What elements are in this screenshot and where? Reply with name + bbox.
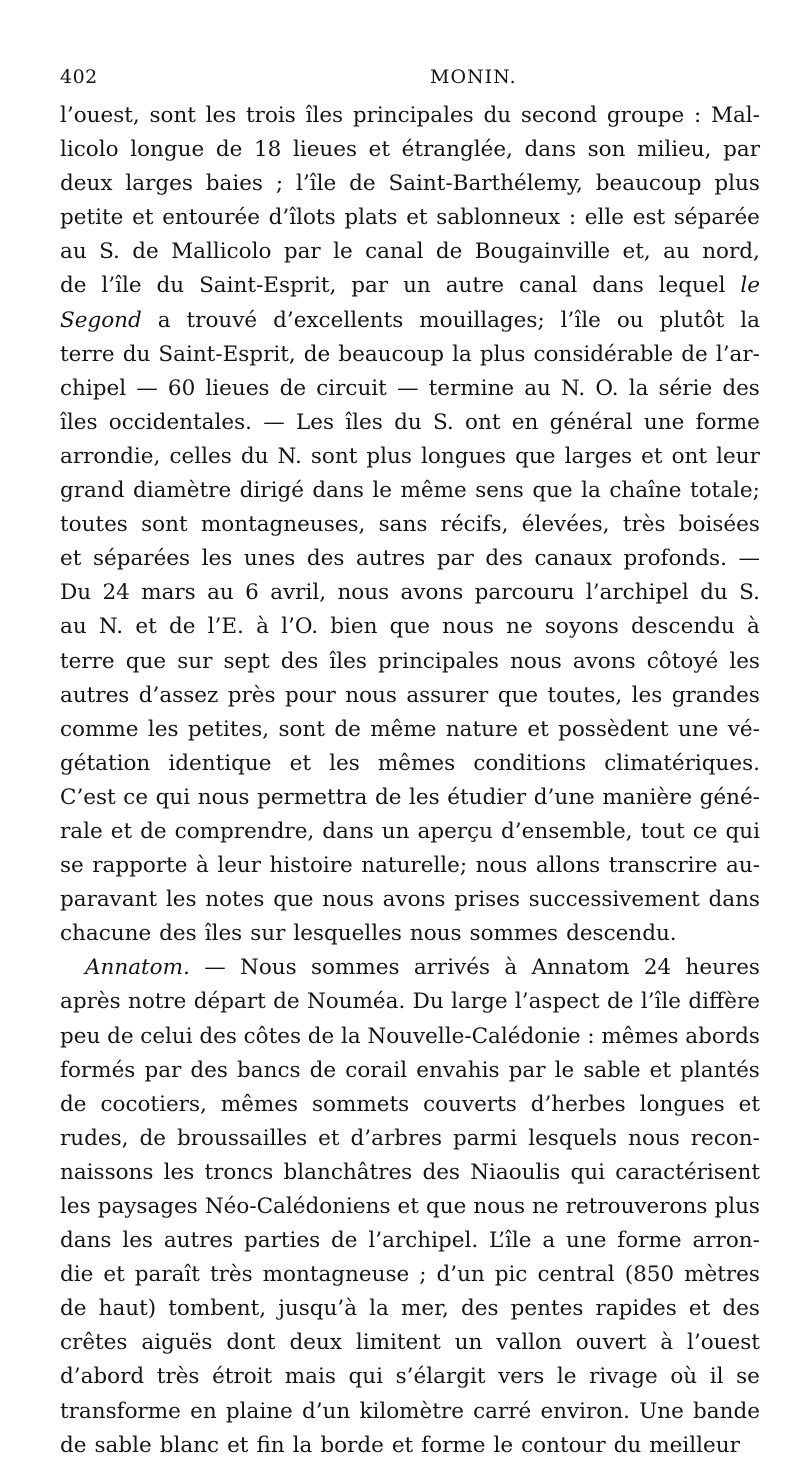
text-line: autres d’assez près pour nous assurer que toutes, les grandes — [60, 682, 760, 708]
text-line: au N. et de l’E. à l’O. bien que nous ne soyons descendu à — [60, 614, 760, 640]
text-line: dans les autres parties de l’archipel. L’île a une forme arron- — [60, 1228, 760, 1254]
text-line: de cocotiers, mêmes sommets couverts d’herbes longues et — [60, 1091, 760, 1117]
text-line: terre que sur sept des îles principales nous avons côtoyé les — [60, 648, 760, 674]
running-head: MONIN. — [430, 66, 517, 88]
text-line: se rapporte à leur histoire naturelle; nous allons transcrire au- — [60, 853, 760, 879]
text-line: chacune des îles sur lesquelles nous sommes descendu. — [60, 921, 677, 947]
text-line: die et paraît très montagneuse ; d’un pic central (850 mètres — [60, 1262, 760, 1288]
text-line: de l’île du Saint-Esprit, par un autre canal dans lequel le — [60, 273, 760, 299]
body-text — [60, 99, 760, 1463]
text-line: de haut) tombent, jusqu’à la mer, des pentes rapides et des — [60, 1296, 760, 1322]
text-line: l’ouest, sont les trois îles principales du second groupe : Mal- — [60, 103, 760, 128]
text-line: d’abord très étroit mais qui s’élargit vers le rivage où il se — [60, 1364, 760, 1390]
text-line: crêtes aiguës dont deux limitent un vallon ouvert à l’ouest — [60, 1330, 760, 1356]
text-line: îles occidentales. — Les îles du S. ont en général une forme — [60, 409, 760, 435]
text-line: petite et entourée d’îlots plats et sablonneux : elle est séparée — [60, 205, 760, 231]
text-line: Segond a trouvé d’excellents mouillages; l’île ou plutôt la — [60, 307, 760, 333]
text-line: licolo longue de 18 lieues et étranglée, dans son milieu, par — [60, 137, 760, 163]
text-line: Annatom. — Nous sommes arrivés à Annatom 24 heures — [85, 955, 760, 981]
text-line: formés par des bancs de corail envahis par le sable et plantés — [60, 1057, 760, 1083]
text-line: au S. de Mallicolo par le canal de Bougainville et, au nord, — [60, 239, 760, 265]
text-line: chipel — 60 lieues de circuit — termine au N. O. la série des — [60, 375, 760, 401]
page-header — [60, 66, 760, 96]
text-line: comme les petites, sont de même nature et possèdent une vé- — [60, 716, 760, 742]
text-line: peu de celui des côtes de la Nouvelle-Calédonie : mêmes abords — [60, 1023, 760, 1049]
text-line: de sable blanc et fin la borde et forme le contour du meilleur — [60, 1432, 740, 1458]
text-line: C’est ce qui nous permettra de les étudier d’une manière géné- — [60, 784, 760, 810]
text-line: après notre départ de Nouméa. Du large l’aspect de l’île diffère — [60, 989, 760, 1015]
text-line: et séparées les unes des autres par des canaux profonds. — — [60, 546, 760, 572]
text-line: rudes, de broussailles et d’arbres parmi lesquels nous recon- — [60, 1125, 760, 1151]
text-line: terre du Saint-Esprit, de beaucoup la plus considérable de l’ar- — [60, 341, 760, 367]
text-line: grand diamètre dirigé dans le même sens que la chaîne totale; — [60, 478, 760, 504]
text-line: gétation identique et les mêmes conditions climatériques. — [60, 750, 760, 776]
page-number: 402 — [60, 66, 98, 88]
text-line: Du 24 mars au 6 avril, nous avons parcouru l’archipel du S. — [60, 580, 760, 606]
text-line: paravant les notes que nous avons prises successivement dans — [60, 887, 760, 913]
text-line: toutes sont montagneuses, sans récifs, élevées, très boisées — [60, 512, 760, 538]
text-line: naissons les troncs blanchâtres des Niaoulis qui caractérisent — [60, 1159, 760, 1185]
text-line: transforme en plaine d’un kilomètre carré environ. Une bande — [60, 1398, 760, 1424]
text-line: rale et de comprendre, dans un aperçu d’ensemble, tout ce qui — [60, 818, 760, 844]
text-line: arrondie, celles du N. sont plus longues que larges et ont leur — [60, 443, 760, 469]
text-line: les paysages Néo-Calédoniens et que nous ne retrouverons plus — [60, 1194, 760, 1219]
text-line: deux larges baies ; l’île de Saint-Barthélemy, beaucoup plus — [60, 171, 760, 197]
